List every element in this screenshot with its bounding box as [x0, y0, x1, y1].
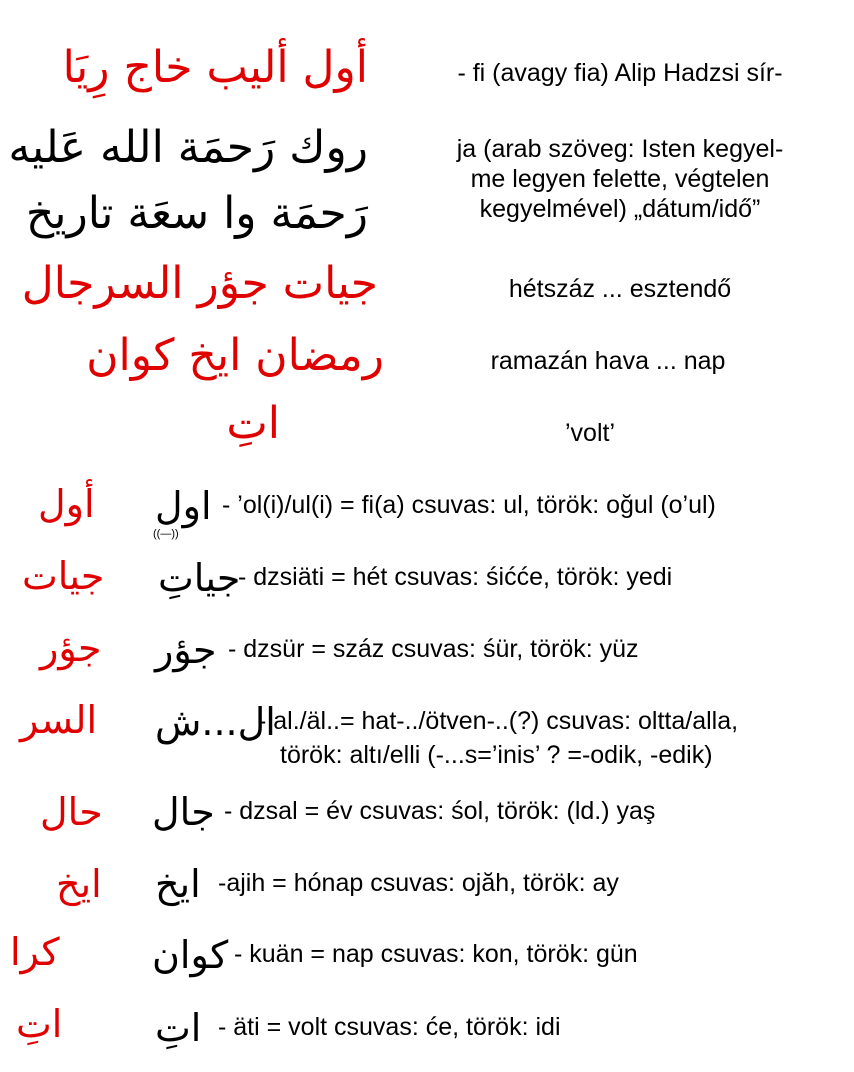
translation-line-2b: me legyen felette, végtelen: [470, 165, 770, 193]
inscription-line-5: رمضان ايخ كوان: [86, 330, 384, 381]
inscription-line-6: اتِ: [226, 398, 280, 449]
glossary-inscription-3: جؤر: [40, 626, 102, 670]
inscription-line-3: رَحمَة وا سعَة تاريخ: [25, 188, 368, 239]
translation-line-6: ’volt’: [564, 419, 615, 447]
glossary-word-6: ايخ: [155, 862, 201, 906]
glossary-word-2: جياتِ: [158, 556, 241, 600]
glossary-definition-5: - dzsal = év csuvas: śol, török: (ld.) yaş: [224, 797, 656, 825]
glossary-definition-3: - dzsür = száz csuvas: śür, török: yüz: [228, 635, 639, 663]
translation-line-1: - fi (avagy fia) Alip Hadzsi sír-: [457, 59, 783, 87]
glossary-inscription-2: جيات: [22, 554, 105, 598]
glossary-inscription-7: كرا: [10, 930, 60, 974]
glossary-word-7: كوان: [152, 933, 229, 977]
translation-line-2a: ja (arab szöveg: Isten kegyel-: [456, 135, 784, 163]
translation-line-4: hétszáz ... esztendő: [508, 275, 732, 303]
glossary-definition-4: - al./äl..= hat-../ötven-..(?) csuvas: oltta/alla,: [258, 707, 739, 735]
glossary-inscription-8: اتِ: [16, 1002, 63, 1046]
inscription-line-4: جيات جؤر السرجال: [21, 258, 378, 309]
glossary-definition-7: - kuän = nap csuvas: kon, török: gün: [234, 940, 638, 968]
translation-line-2c: kegyelmével) „dátum/idő”: [479, 195, 761, 223]
glossary-word-1: اول: [155, 484, 212, 528]
glossary-word-3: جؤر: [155, 628, 217, 672]
glossary-word-1-note: ((—)): [153, 528, 179, 540]
translation-line-5: ramazán hava ... nap: [490, 347, 726, 375]
glossary-inscription-6: ايخ: [56, 862, 102, 906]
translation-block-2: [410, 134, 830, 224]
glossary-definition-4b: török: altı/elli (-...s=’inis’ ? =-odik, -edik): [280, 741, 713, 769]
inscription-line-2: روك رَحمَة الله عَليه: [8, 122, 368, 173]
glossary-inscription-1: أول: [38, 482, 95, 526]
glossary-word-4: ال...ش: [155, 700, 276, 744]
inscription-line-1: أول أليب خاج رِيَا: [62, 42, 368, 93]
glossary-word-8: اتِ: [155, 1006, 202, 1050]
glossary-inscription-4: السر: [20, 698, 98, 742]
glossary-definition-8: - äti = volt csuvas: će, török: idi: [218, 1013, 561, 1041]
glossary-word-5: جال: [152, 790, 215, 834]
glossary-inscription-5: حال: [40, 790, 103, 834]
glossary-definition-1: - ’ol(i)/ul(i) = fi(a) csuvas: ul, török: oğul (o’ul): [222, 491, 716, 519]
glossary-definition-2: - dzsiäti = hét csuvas: śiććе, török: yedi: [238, 563, 673, 591]
glossary-definition-6: -ajih = hónap csuvas: ojăh, török: ay: [218, 869, 619, 897]
